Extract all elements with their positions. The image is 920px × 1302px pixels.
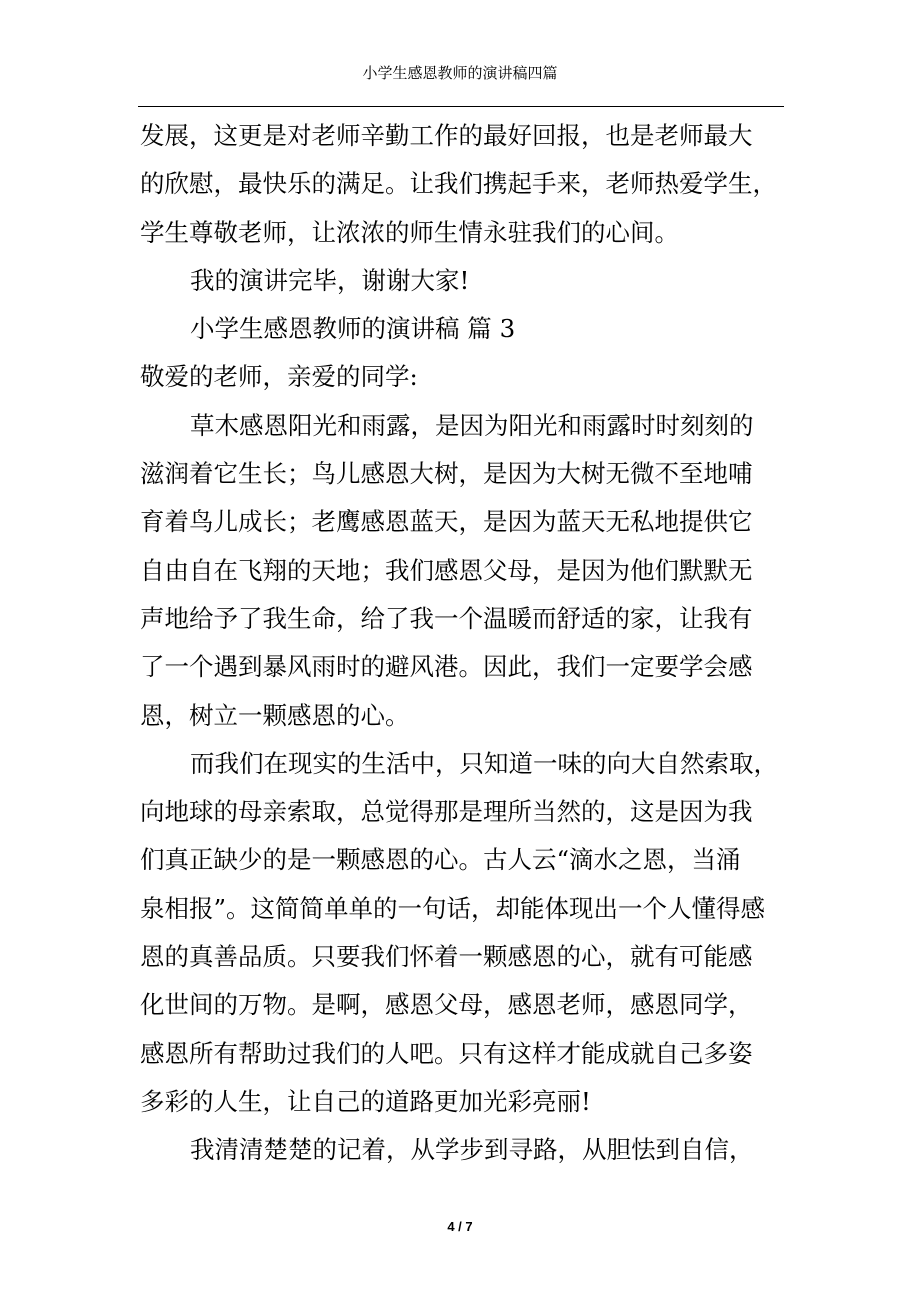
header-divider [138,106,784,107]
text-line: 感恩所有帮助过我们的人吧。只有这样才能成就自己多姿 [140,1038,753,1068]
text-line: 化世间的万物。是啊，感恩父母，感恩老师，感恩同学， [140,990,753,1020]
salutation: 敬爱的老师，亲爱的同学: [140,362,418,392]
page-number: 4 / 7 [447,1219,473,1234]
section-heading: 小学生感恩教师的演讲稿 篇 3 [190,314,516,344]
closing-line: 我的演讲完毕，谢谢大家! [190,265,470,295]
text-line: 声地给予了我生命，给了我一个温暖而舒适的家，让我有 [140,603,753,633]
text-line: 的欣慰，最快乐的满足。让我们携起手来，老师热爱学生， [140,169,777,199]
text-line: 多彩的人生，让自己的道路更加光彩亮丽! [140,1086,591,1116]
text-line: 向地球的母亲索取，总觉得那是理所当然的，这是因为我 [140,797,753,827]
text-line: 学生尊敬老师，让浓浓的师生情永驻我们的心间。 [140,217,679,247]
text-line: 发展，这更是对老师辛勤工作的最好回报，也是老师最大 [140,121,753,150]
text-line: 自由自在飞翔的天地；我们感恩父母，是因为他们默默无 [140,555,753,585]
document-body [140,112,780,1175]
text-line: 育着鸟儿成长；老鹰感恩蓝天，是因为蓝天无私地提供它 [140,507,753,537]
text-line: 草木感恩阳光和雨露，是因为阳光和雨露时时刻刻的 [190,410,754,440]
text-line: 泉相报”。这简简单单的一句话，却能体现出一个人懂得感 [140,893,766,923]
text-line: 了一个遇到暴风雨时的避风港。因此，我们一定要学会感 [140,652,753,682]
text-line: 们真正缺少的是一颗感恩的心。古人云“滴水之恩，当涌 [140,845,741,875]
text-line: 滋润着它生长；鸟儿感恩大树，是因为大树无微不至地哺 [140,459,753,489]
text-line: 恩，树立一颗感恩的心。 [140,700,410,730]
text-line: 我清清楚楚的记着，从学步到寻路，从胆怯到自信， [190,1135,754,1165]
text-line: 而我们在现实的生活中，只知道一味的向大自然索取， [190,748,778,778]
text-line: 恩的真善品质。只要我们怀着一颗感恩的心，就有可能感 [140,942,753,972]
document-header-title: 小学生感恩教师的演讲稿四篇 [362,64,558,82]
